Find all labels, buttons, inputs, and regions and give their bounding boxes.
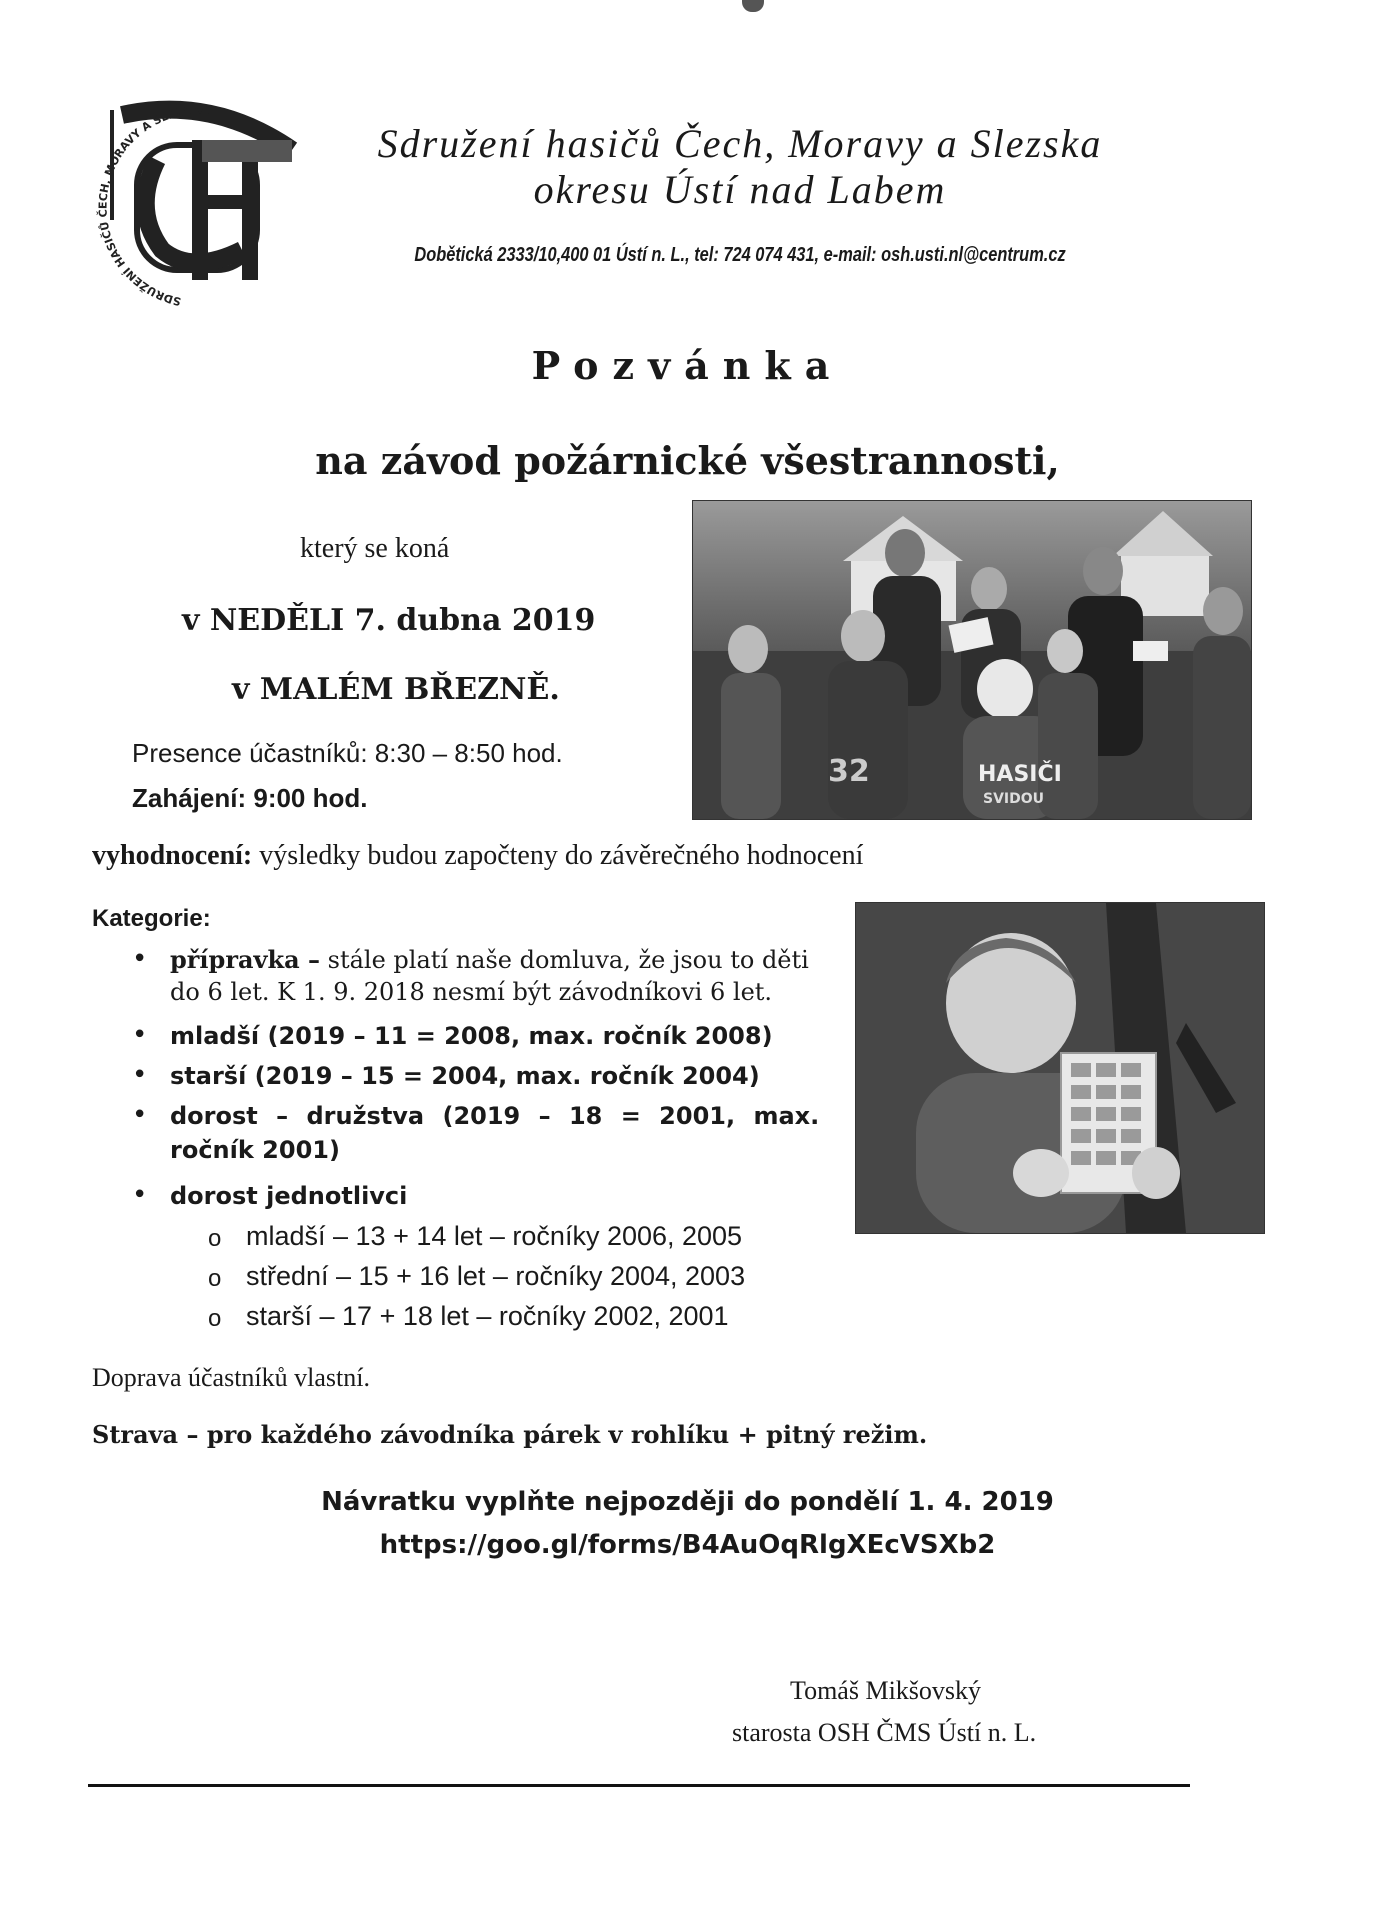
list-item: přípravka – stále platí naše domluva, že jsou to děti — [170, 945, 809, 974]
org-address: Dobětická 2333/10,400 01 Ústí n. L., tel: 724 074 431, e-mail: osh.usti.nl@centrum.cz — [414, 244, 1066, 266]
circle-bullet-icon: o — [208, 1305, 222, 1332]
circle-bullet-icon: o — [208, 1265, 222, 1292]
categories-heading: Kategorie: — [92, 905, 211, 932]
event-intro: který se koná — [300, 533, 450, 564]
list-item: dorost jednotlivci — [170, 1182, 408, 1210]
sub-list-item: starší – 17 + 18 let – ročníky 2002, 2001 — [246, 1301, 729, 1331]
photo-boy-with-card — [855, 902, 1265, 1234]
bullet-icon: • — [132, 944, 148, 974]
registration-deadline: Návratku vyplňte nejpozději do pondělí 1. 4. 2019 — [321, 1487, 1054, 1517]
logo — [92, 100, 307, 315]
list-item: starší (2019 – 15 = 2004, max. ročník 2004) — [170, 1062, 760, 1090]
bullet-icon: • — [132, 1180, 148, 1210]
logo-ring-text: SDRUŽENÍ HASIČŮ ČECH, MORAVY A SLEZSKA — [96, 103, 210, 309]
transport-note: Doprava účastníků vlastní. — [92, 1363, 370, 1392]
photo1-shirt-text2: SVIDOU — [983, 791, 1045, 807]
osh-logo-icon — [92, 100, 307, 315]
photo-group-children — [692, 500, 1252, 820]
scan-mark — [742, 0, 764, 12]
org-name-line2: okresu Ústí nad Labem — [533, 167, 947, 212]
event-presence: Presence účastníků: 8:30 – 8:50 hod. — [132, 738, 563, 768]
bullet-icon: • — [132, 1060, 148, 1090]
bullet-icon: • — [132, 1100, 148, 1130]
event-date: v NEDĚLI 7. dubna 2019 — [182, 603, 596, 638]
list-item-continuation: ročník 2001) — [170, 1136, 340, 1164]
evaluation-line — [92, 840, 863, 872]
photo1-shirt-text: HASIČI — [978, 762, 1062, 787]
bottom-divider — [88, 1784, 1190, 1787]
list-item: mladší (2019 – 11 = 2008, max. ročník 2008) — [170, 1022, 773, 1050]
sub-list-item: mladší – 13 + 14 let – ročníky 2006, 2005 — [246, 1221, 743, 1251]
list-item: dorost – družstva (2019 – 18 = 2001, max. — [170, 1102, 820, 1130]
circle-bullet-icon: o — [208, 1225, 222, 1252]
signature-name: Tomáš Mikšovský — [790, 1676, 982, 1705]
registration-link[interactable]: https://goo.gl/forms/B4AuOqRlgXEcVSXb2 — [379, 1530, 996, 1560]
org-name-line1: Sdružení hasičů Čech, Moravy a Slezska — [377, 121, 1103, 166]
page-title: Pozvánka — [531, 343, 844, 388]
sub-list-item: střední – 15 + 16 let – ročníky 2004, 2003 — [246, 1261, 746, 1291]
signature-role: starosta OSH ČMS Ústí n. L. — [732, 1718, 1037, 1747]
event-start: Zahájení: 9:00 hod. — [132, 783, 368, 813]
photo1-number: 32 — [828, 754, 870, 789]
page-subtitle: na závod požárnické všestrannosti, — [315, 438, 1060, 483]
list-item-continuation: do 6 let. K 1. 9. 2018 nesmí být závodníkovi 6 let. — [170, 978, 773, 1006]
bullet-icon: • — [132, 1020, 148, 1050]
evaluation-label: vyhodnocení: — [92, 840, 253, 871]
evaluation-text: výsledky budou započteny do závěrečného hodnocení — [252, 840, 864, 871]
event-place: v MALÉM BŘEZNĚ. — [232, 672, 560, 707]
food-note: Strava – pro každého závodníka párek v rohlíku + pitný režim. — [92, 1420, 928, 1449]
